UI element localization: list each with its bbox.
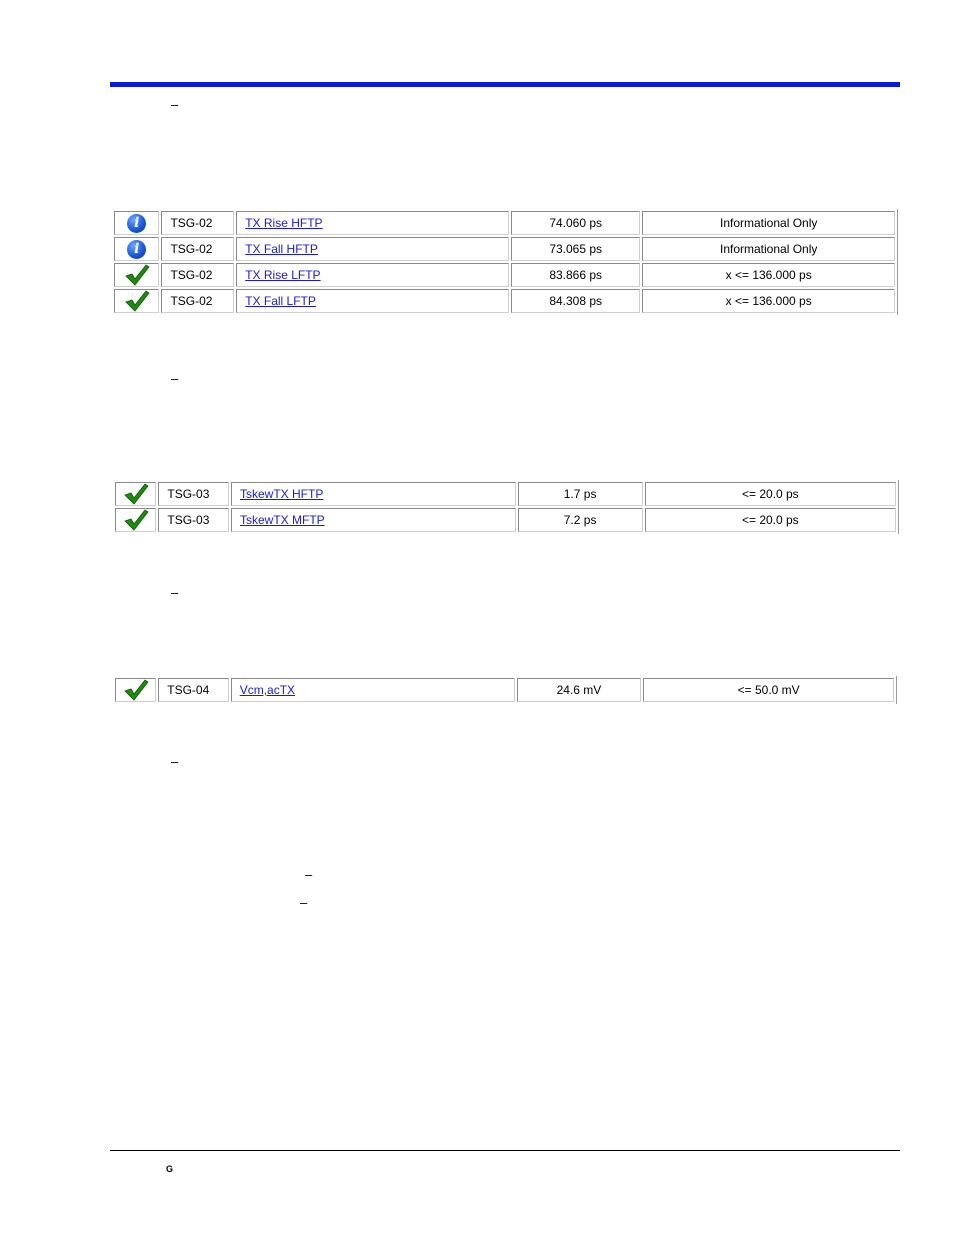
test-name-cell xyxy=(236,263,509,287)
info-icon: i xyxy=(127,214,146,233)
status-cell xyxy=(114,263,159,287)
info-icon: i xyxy=(127,240,146,259)
test-link[interactable]: TX Rise HFTP xyxy=(245,216,323,230)
measured-value: 1.7 ps xyxy=(518,482,643,506)
header-rule xyxy=(110,82,900,87)
footer-text: G xyxy=(166,1164,174,1174)
status-cell xyxy=(115,482,156,506)
status-cell xyxy=(114,211,159,235)
measured-value: 7.2 ps xyxy=(518,508,643,532)
table-row xyxy=(114,211,895,235)
test-id: TSG-03 xyxy=(158,508,229,532)
test-name-cell xyxy=(236,211,509,235)
measured-value: 84.308 ps xyxy=(511,289,640,313)
status-cell xyxy=(115,678,156,702)
test-link[interactable]: TX Rise LFTP xyxy=(245,268,321,282)
test-name-cell xyxy=(236,237,509,261)
test-id: TSG-02 xyxy=(161,263,234,287)
status-cell xyxy=(114,237,159,261)
table-row xyxy=(115,482,896,506)
measured-value: 73.065 ps xyxy=(511,237,640,261)
table-row xyxy=(114,237,895,261)
test-name-cell xyxy=(231,482,516,506)
check-icon xyxy=(115,264,158,286)
list-dash: – xyxy=(171,371,179,386)
table-row xyxy=(114,289,895,313)
limit-value: x <= 136.000 ps xyxy=(642,289,895,313)
limit-value: <= 20.0 ps xyxy=(645,482,896,506)
status-cell xyxy=(114,289,159,313)
table-row xyxy=(114,263,895,287)
limit-value: <= 20.0 ps xyxy=(645,508,896,532)
results-table-tsg04 xyxy=(113,676,897,704)
footer-rule xyxy=(110,1150,900,1151)
test-link[interactable]: TX Fall LFTP xyxy=(245,294,316,308)
limit-value: x <= 136.000 ps xyxy=(642,263,895,287)
limit-value: <= 50.0 mV xyxy=(643,678,894,702)
test-link[interactable]: TskewTX MFTP xyxy=(239,513,325,527)
results-table-tsg03 xyxy=(113,480,899,534)
test-id: TSG-03 xyxy=(158,482,229,506)
test-name-cell xyxy=(231,508,516,532)
limit-value: Informational Only xyxy=(642,237,895,261)
test-link[interactable]: TskewTX HFTP xyxy=(239,487,324,501)
test-id: TSG-02 xyxy=(161,237,234,261)
test-id: TSG-04 xyxy=(158,678,228,702)
limit-value: Informational Only xyxy=(642,211,895,235)
test-id: TSG-02 xyxy=(161,289,234,313)
status-cell xyxy=(115,508,156,532)
measured-value: 83.866 ps xyxy=(511,263,640,287)
list-dash: – xyxy=(171,97,179,112)
test-link[interactable]: Vcm,acTX xyxy=(239,683,296,697)
test-link[interactable]: TX Fall HFTP xyxy=(245,242,318,256)
results-table-tsg02 xyxy=(112,209,898,315)
measured-value: 24.6 mV xyxy=(517,678,642,702)
test-name-cell xyxy=(231,678,515,702)
list-dash: – xyxy=(300,895,308,910)
measured-value: 74.060 ps xyxy=(511,211,640,235)
test-name-cell xyxy=(236,289,509,313)
check-icon xyxy=(115,290,158,312)
list-dash: – xyxy=(171,754,179,769)
list-dash: – xyxy=(171,585,179,600)
test-id: TSG-02 xyxy=(161,211,234,235)
list-dash: – xyxy=(305,867,313,882)
table-row xyxy=(115,508,896,532)
check-icon xyxy=(116,509,155,531)
check-icon xyxy=(116,483,155,505)
check-icon xyxy=(116,679,155,701)
table-row xyxy=(115,678,894,702)
